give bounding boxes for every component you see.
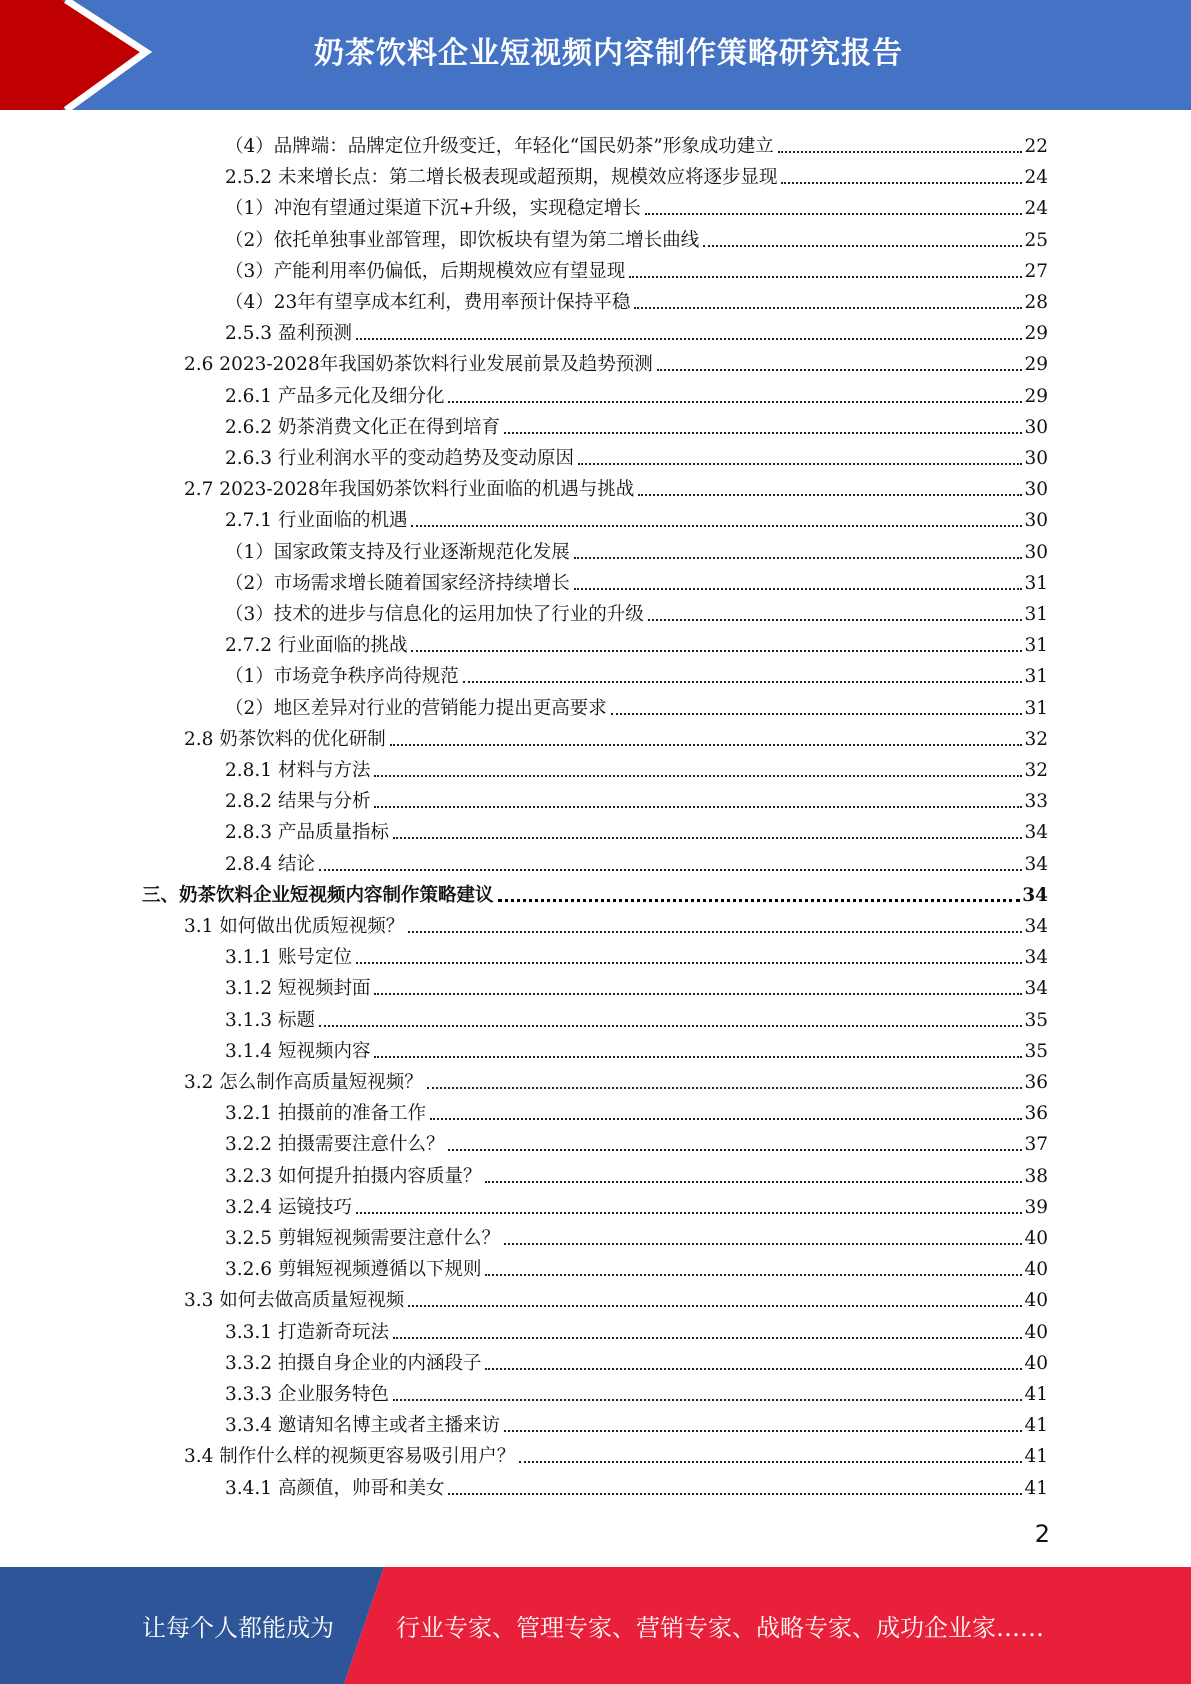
toc-entry-page: 28 [1024, 292, 1048, 313]
toc-entry-title: （4）23年有望享成本红利，费用率预计保持平稳 [225, 292, 631, 313]
toc-entry-page: 36 [1024, 1103, 1048, 1125]
toc-leader-dots [374, 806, 1022, 808]
toc-leader-dots [778, 151, 1023, 153]
toc-entry-title: 3.3.2 拍摄自身企业的内涵段子 [225, 1352, 482, 1374]
toc-entry-page: 31 [1024, 666, 1048, 688]
toc-entry[interactable] [225, 1406, 1048, 1437]
toc-leader-dots [356, 1212, 1023, 1214]
toc-entry-title: （2）地区差异对行业的营销能力提出更高要求 [225, 697, 607, 719]
toc-entry[interactable] [225, 813, 1048, 844]
toc-entry-title: 3.1.4 短视频内容 [225, 1040, 371, 1062]
toc-entry-title: 2.8.1 材料与方法 [225, 760, 371, 781]
toc-entry[interactable] [225, 1250, 1048, 1281]
toc-entry-page: 40 [1024, 1352, 1048, 1374]
toc-entry[interactable] [225, 533, 1048, 564]
toc-leader-dots [408, 1305, 1022, 1307]
toc-leader-dots [504, 432, 1022, 434]
toc-entry-title: 3.1.2 短视频封面 [225, 978, 371, 1000]
toc-entry-page: 35 [1024, 1040, 1048, 1062]
toc-entry[interactable] [225, 127, 1048, 158]
toc-leader-dots [427, 1087, 1023, 1089]
toc-entry-page: 38 [1024, 1165, 1048, 1187]
toc-leader-dots [390, 744, 1023, 746]
toc-entry-page: 41 [1024, 1446, 1048, 1468]
toc-entry-title: 3.3.3 企业服务特色 [225, 1384, 389, 1405]
toc-leader-dots [319, 1025, 1023, 1027]
toc-entry-page: 34 [1024, 822, 1048, 844]
toc-entry-page: 34 [1024, 947, 1048, 969]
toc-entry-title: （1）市场竞争秩序尚待规范 [225, 666, 459, 688]
toc-entry-title: 3.2.6 剪辑短视频遵循以下规则 [225, 1259, 482, 1281]
toc-leader-dots [648, 619, 1023, 621]
toc-entry-page: 34 [1024, 978, 1048, 1000]
toc-entry-title: 3.2 怎么制作高质量短视频？ [184, 1072, 423, 1093]
toc-leader-dots [611, 713, 1023, 715]
toc-entry-title: 2.5.2 未来增长点：第二增长极表现或超预期，规模效应将逐步显现 [225, 167, 778, 189]
toc-entry[interactable] [225, 1032, 1048, 1063]
toc-entry[interactable] [225, 1094, 1048, 1125]
toc-entry[interactable] [225, 314, 1048, 345]
toc-leader-dots [574, 557, 1023, 559]
toc-entry-page: 36 [1024, 1072, 1048, 1093]
toc-entry-page: 27 [1024, 260, 1048, 282]
toc-entry-title: 2.6.1 产品多元化及细分化 [225, 385, 445, 407]
toc-entry-title: 2.8.4 结论 [225, 853, 315, 875]
toc-leader-dots [411, 650, 1022, 652]
toc-entry-page: 25 [1024, 229, 1048, 251]
footer-band [0, 1567, 1191, 1684]
toc-leader-dots [703, 245, 1022, 247]
toc-entry[interactable] [225, 782, 1048, 813]
toc-leader-dots [485, 1368, 1022, 1370]
toc-entry[interactable] [225, 751, 1048, 782]
toc-entry-title: 2.8.3 产品质量指标 [225, 822, 389, 844]
toc-entry-title: 2.6.2 奶茶消费文化正在得到培育 [225, 416, 500, 438]
toc-entry-page: 30 [1024, 510, 1048, 532]
toc-entry-title: （2）市场需求增长随着国家经济持续增长 [225, 572, 570, 594]
toc-entry-page: 31 [1024, 697, 1048, 719]
toc-entry[interactable] [225, 564, 1048, 595]
toc-leader-dots [448, 401, 1022, 403]
toc-entry[interactable] [225, 283, 1048, 314]
toc-entry-page: 34 [1024, 853, 1048, 875]
toc-entry-page: 29 [1024, 385, 1048, 407]
toc-entry-title: 2.7.1 行业面临的机遇 [225, 510, 408, 532]
toc-entry-title: 2.7.2 行业面临的挑战 [225, 635, 408, 657]
toc-leader-dots [393, 1337, 1022, 1339]
toc-entry-page: 32 [1024, 728, 1048, 750]
footer-slogan-right: 行业专家、管理专家、营销专家、战略专家、成功企业家…… [396, 1614, 1044, 1642]
toc-entry-title: 3.2.2 拍摄需要注意什么？ [225, 1134, 445, 1156]
header-band [0, 0, 1191, 110]
toc-entry[interactable] [225, 845, 1048, 876]
toc-entry-page: 37 [1024, 1134, 1048, 1156]
toc-entry-title: （3）技术的进步与信息化的运用加快了行业的升级 [225, 604, 644, 625]
toc-leader-dots [393, 837, 1022, 839]
toc-entry[interactable] [225, 501, 1048, 532]
toc-entry-page: 41 [1024, 1384, 1048, 1405]
toc-entry-page: 30 [1024, 541, 1048, 563]
toc-leader-dots [578, 463, 1022, 465]
page-number: 2 [1034, 1520, 1050, 1548]
toc-entry-title: （3）产能利用率仍偏低，后期规模效应有望显现 [225, 260, 626, 282]
toc-entry-title: 2.5.3 盈利预测 [225, 323, 352, 345]
toc-entry[interactable] [225, 1001, 1048, 1032]
toc-leader-dots [657, 369, 1023, 371]
toc-leader-dots [448, 1493, 1022, 1495]
toc-entry[interactable] [225, 1469, 1048, 1500]
toc-entry-title: 3.3 如何去做高质量短视频 [184, 1290, 405, 1312]
toc-entry-page: 31 [1024, 604, 1048, 625]
toc-entry-title: 2.7 2023-2028年我国奶茶饮料行业面临的机遇与挑战 [184, 479, 635, 501]
toc-entry-title: 2.6 2023-2028年我国奶茶饮料行业发展前景及趋势预测 [184, 354, 653, 376]
toc-entry-page: 34 [1024, 916, 1048, 937]
toc-entry-title: 3.4.1 高颜值，帅哥和美女 [225, 1477, 445, 1499]
toc-entry[interactable] [184, 720, 1048, 751]
toc-leader-dots [463, 681, 1023, 683]
toc-entry-title: 三、奶茶饮料企业短视频内容制作策略建议 [142, 884, 494, 906]
toc-leader-dots [638, 494, 1022, 496]
toc-entry[interactable] [184, 1281, 1048, 1312]
toc-entry[interactable] [225, 1344, 1048, 1375]
toc-leader-dots [485, 1274, 1022, 1276]
toc-leader-dots [634, 307, 1022, 309]
toc-entry-page: 32 [1024, 760, 1048, 781]
toc-entry-page: 41 [1024, 1415, 1048, 1437]
toc-entry[interactable] [225, 1313, 1048, 1344]
toc-leader-dots [485, 1181, 1022, 1183]
toc-entry-title: 3.2.1 拍摄前的准备工作 [225, 1103, 426, 1125]
toc-entry[interactable] [225, 377, 1048, 408]
toc-entry-title: 3.2.4 运镜技巧 [225, 1196, 352, 1218]
toc-entry-title: （2）依托单独事业部管理，即饮板块有望为第二增长曲线 [225, 229, 700, 251]
toc-entry-page: 30 [1024, 416, 1048, 438]
toc-entry-page: 29 [1024, 354, 1048, 376]
toc-entry-title: 3.4 制作什么样的视频更容易吸引用户？ [184, 1446, 516, 1468]
toc-entry-title: （4）品牌端：品牌定位升级变迁，年轻化“国民奶茶”形象成功建立 [225, 136, 774, 157]
toc-entry[interactable] [184, 345, 1048, 376]
toc-entry-title: （1）国家政策支持及行业逐渐规范化发展 [225, 541, 570, 563]
toc-leader-dots [393, 1399, 1022, 1401]
footer-slogan-left: 让每个人都能成为 [142, 1614, 334, 1642]
toc-entry-title: 3.3.1 打造新奇玩法 [225, 1321, 389, 1343]
toc-entry[interactable] [225, 1125, 1048, 1156]
toc-entry[interactable] [225, 221, 1048, 252]
toc-entry-page: 30 [1024, 479, 1048, 501]
toc-entry-page: 40 [1024, 1321, 1048, 1343]
toc-entry-title: 3.1.3 标题 [225, 1009, 315, 1031]
toc-entry-page: 29 [1024, 323, 1048, 345]
toc-entry[interactable] [225, 938, 1048, 969]
toc-leader-dots [408, 931, 1022, 933]
toc-leader-dots [374, 775, 1022, 777]
toc-leader-dots [629, 276, 1022, 278]
toc-entry[interactable] [225, 969, 1048, 1000]
toc-entry[interactable] [225, 189, 1048, 220]
toc-leader-dots [504, 1430, 1022, 1432]
toc-entry[interactable] [225, 408, 1048, 439]
toc-entry[interactable] [225, 1157, 1048, 1188]
toc-entry-title: 3.2.3 如何提升拍摄内容质量？ [225, 1165, 482, 1187]
toc-entry-page: 30 [1024, 448, 1048, 469]
toc-entry[interactable] [142, 876, 1048, 907]
toc-entry-page: 22 [1024, 136, 1048, 157]
toc-entry-title: 3.2.5 剪辑短视频需要注意什么？ [225, 1228, 500, 1249]
toc-entry[interactable] [225, 626, 1048, 657]
toc-entry[interactable] [225, 657, 1048, 688]
toc-entry-title: 3.3.4 邀请知名博主或者主播来访 [225, 1415, 500, 1437]
toc-leader-dots [411, 525, 1022, 527]
toc-entry-page: 31 [1024, 572, 1048, 594]
report-title: 奶茶饮料企业短视频内容制作策略研究报告 [314, 36, 903, 71]
toc-entry-page: 24 [1024, 198, 1048, 220]
toc-entry-page: 34 [1022, 884, 1048, 906]
toc-entry-title: 2.6.3 行业利润水平的变动趋势及变动原因 [225, 448, 574, 469]
toc-entry[interactable] [184, 1063, 1048, 1094]
toc-entry-page: 33 [1024, 791, 1048, 813]
toc-leader-dots [519, 1461, 1022, 1463]
toc-entry-title: 3.1.1 账号定位 [225, 947, 352, 969]
toc-leader-dots [498, 899, 1021, 902]
toc-entry-title: 3.1 如何做出优质短视频？ [184, 916, 405, 937]
toc-entry[interactable] [184, 907, 1048, 938]
toc-entry[interactable] [225, 689, 1048, 720]
toc-entry-title: （1）冲泡有望通过渠道下沉+升级，实现稳定增长 [225, 198, 641, 220]
toc-leader-dots [356, 962, 1023, 964]
toc-leader-dots [356, 338, 1023, 340]
toc-entry-page: 24 [1024, 167, 1048, 189]
toc-entry[interactable] [225, 1188, 1048, 1219]
toc-entry[interactable] [184, 470, 1048, 501]
toc-entry-title: 2.8 奶茶饮料的优化研制 [184, 728, 386, 750]
toc-leader-dots [374, 993, 1022, 995]
toc-entry[interactable] [184, 1437, 1048, 1468]
toc-entry-page: 40 [1024, 1290, 1048, 1312]
toc-entry-page: 35 [1024, 1009, 1048, 1031]
toc-entry-page: 39 [1024, 1196, 1048, 1218]
toc-entry[interactable] [225, 1375, 1048, 1406]
toc-entry-page: 41 [1024, 1477, 1048, 1499]
toc-entry[interactable] [225, 1219, 1048, 1250]
toc-leader-dots [374, 1056, 1022, 1058]
toc-entry[interactable] [225, 595, 1048, 626]
toc-leader-dots [448, 1149, 1022, 1151]
toc-entry-title: 2.8.2 结果与分析 [225, 791, 371, 813]
toc-leader-dots [574, 588, 1023, 590]
toc-entry[interactable] [225, 439, 1048, 470]
toc-leader-dots [319, 869, 1023, 871]
toc-entry[interactable] [225, 252, 1048, 283]
toc-leader-dots [430, 1118, 1022, 1120]
toc-entry-page: 40 [1024, 1259, 1048, 1281]
toc-entry-page: 40 [1024, 1228, 1048, 1249]
toc-entry[interactable] [225, 158, 1048, 189]
toc-leader-dots [504, 1243, 1022, 1245]
toc-entry-page: 31 [1024, 635, 1048, 657]
toc-leader-dots [781, 182, 1022, 184]
toc-leader-dots [645, 213, 1023, 215]
